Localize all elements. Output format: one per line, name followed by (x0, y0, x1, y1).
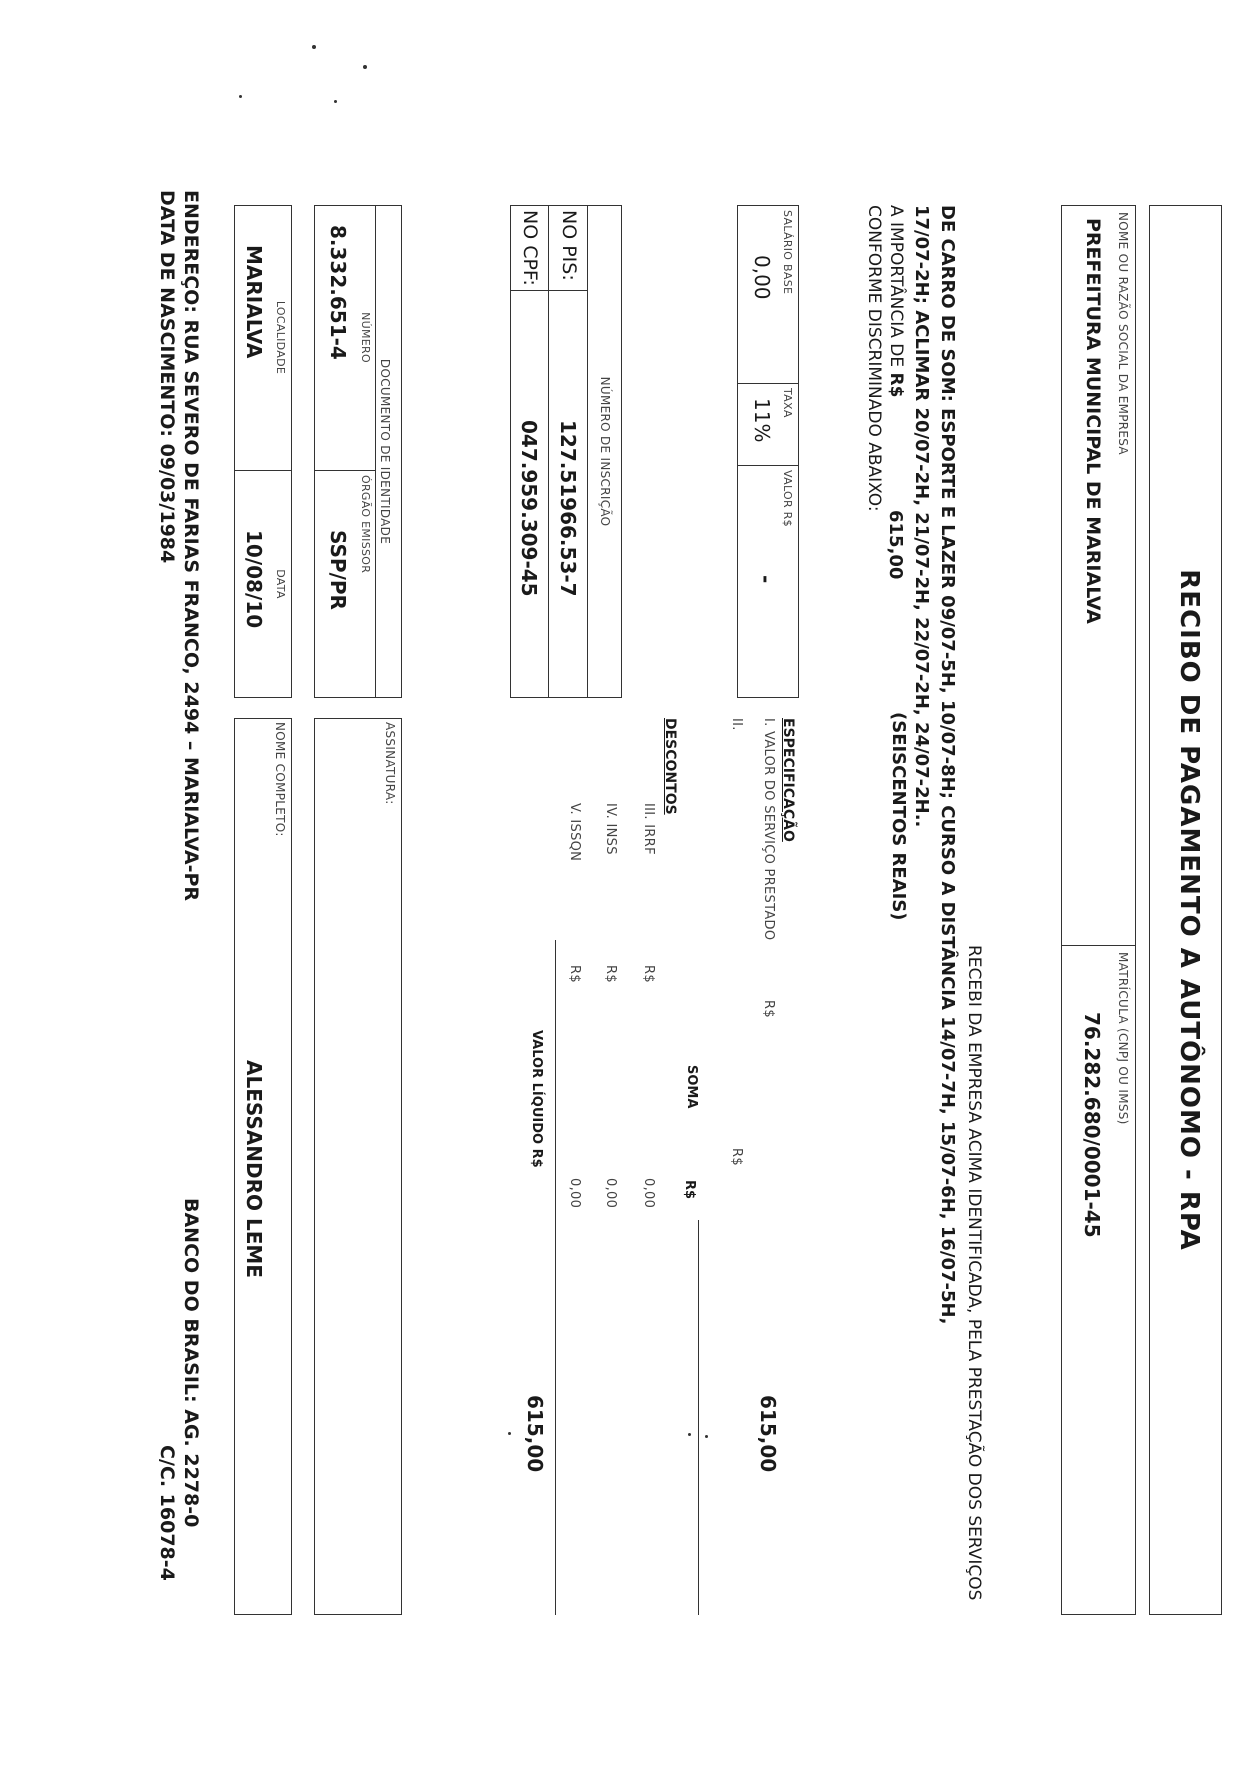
issuer-label: ÓRGÃO EMISSOR (359, 475, 372, 574)
identity-number: 8.332.651-4 (326, 225, 350, 360)
inss-value: 0,00 (603, 1178, 618, 1209)
specification-title: ESPECIFICAÇÃO (780, 718, 796, 842)
registration-title: NÚMERO DE INSCRIÇÃO (598, 376, 612, 527)
bank: BANCO DO BRASIL: AG. 2278-0 (180, 1198, 202, 1528)
bank-account: C/C. 16078-4 (156, 1445, 178, 1581)
inss-currency: R$ (603, 965, 618, 983)
service-item-label: I. VALOR DO SERVIÇO PRESTADO (761, 718, 776, 941)
declaration-line-2: DE CARRO DE SOM: ESPORTE E LAZER 09/07-5H, 10/07-8H; CURSO A DISTÂNCIA 14/07-7H, 15/07-6H, 16/07-5H, (937, 205, 958, 1325)
locality: MARIALVA (242, 245, 266, 359)
declaration-line-5: CONFORME DISCRIMINADO ABAIXO: (864, 205, 884, 512)
sum-label: SOMA (684, 1065, 699, 1109)
irrf-value: 0,00 (641, 1178, 656, 1209)
net-value-label: VALOR LÍQUIDO R$ (529, 1030, 544, 1168)
issuer: SSP/PR (326, 530, 350, 610)
registration-number: 76.282.680/0001-45 (1080, 1012, 1104, 1238)
discounts-title: DESCONTOS (662, 718, 678, 815)
sum-currency: R$ (682, 1180, 697, 1200)
amount-label-text: A IMPORTÂNCIA DE (886, 205, 906, 368)
issqn-label: V. ISSQN (567, 803, 582, 862)
amount-value: 615,00 (885, 510, 906, 580)
amount-label (886, 205, 906, 397)
company-name-label: NOME OU RAZÃO SOCIAL DA EMPRESA (1116, 212, 1130, 455)
identity-title: DOCUMENTO DE IDENTIDADE (378, 358, 392, 545)
irrf-label: III. IRRF (641, 803, 656, 855)
contribution-value-label: VALOR R$ (781, 470, 794, 527)
item-2-label: II. (729, 718, 744, 731)
rate-label: TAXA (781, 388, 794, 418)
service-item-value: 615,00 (756, 1395, 780, 1473)
issqn-currency: R$ (567, 965, 582, 983)
item-2-currency: R$ (729, 1148, 744, 1166)
contribution-value: - (754, 575, 778, 584)
registration-label: MATRÍCULA (CNPJ OU IMSS) (1116, 952, 1130, 1125)
pis-label: NO PIS: (558, 210, 580, 281)
declaration-line-1: RECEBI DA EMPRESA ACIMA IDENTIFICADA, PELA PRESTAÇÃO DOS SERVIÇOS (964, 945, 984, 1601)
inss-label: IV. INSS (603, 803, 618, 855)
birth-date: DATA DE NASCIMENTO: 09/03/1984 (156, 190, 178, 564)
date-label: DATA (274, 569, 287, 599)
issue-date: 10/08/10 (242, 530, 266, 629)
amount-currency: R$ (886, 372, 906, 398)
page-title: RECIBO DE PAGAMENTO A AUTÔNOMO - RPA (1174, 569, 1204, 1251)
cpf-number: 047.959.309-45 (517, 420, 541, 597)
full-name: ALESSANDRO LEME (242, 1060, 266, 1278)
cpf-label: NO CPF: (519, 210, 541, 286)
address: ENDEREÇO: RUA SEVERO DE FARIAS FRANCO, 2494 – MARIALVA-PR (180, 190, 202, 902)
pis-number: 127.51966.53-7 (556, 420, 580, 597)
signature-box (314, 718, 402, 1615)
irrf-currency: R$ (641, 965, 656, 983)
service-item-currency: R$ (761, 1000, 776, 1018)
base-salary-label: SALÁRIO BASE (781, 210, 794, 295)
net-value: 615,00 (523, 1395, 547, 1473)
amount-in-words: (SEISCENTOS REAIS) (888, 712, 909, 921)
full-name-label: NOME COMPLETO: (273, 722, 287, 837)
signature-label: ASSINATURA: (383, 722, 397, 805)
declaration-line-3: 17/07-2H; ACLIMAR 20/07-2H, 21/07-2H, 22/07-2H, 24/07-2H.. (911, 205, 932, 828)
identity-number-label: NÚMERO (359, 312, 372, 363)
rate: 11% (750, 398, 774, 443)
locality-label: LOCALIDADE (274, 300, 287, 375)
base-salary: 0,00 (750, 255, 774, 300)
issqn-value: 0,00 (567, 1178, 582, 1209)
company-name: PREFEITURA MUNICIPAL DE MARIALVA (1082, 218, 1104, 624)
